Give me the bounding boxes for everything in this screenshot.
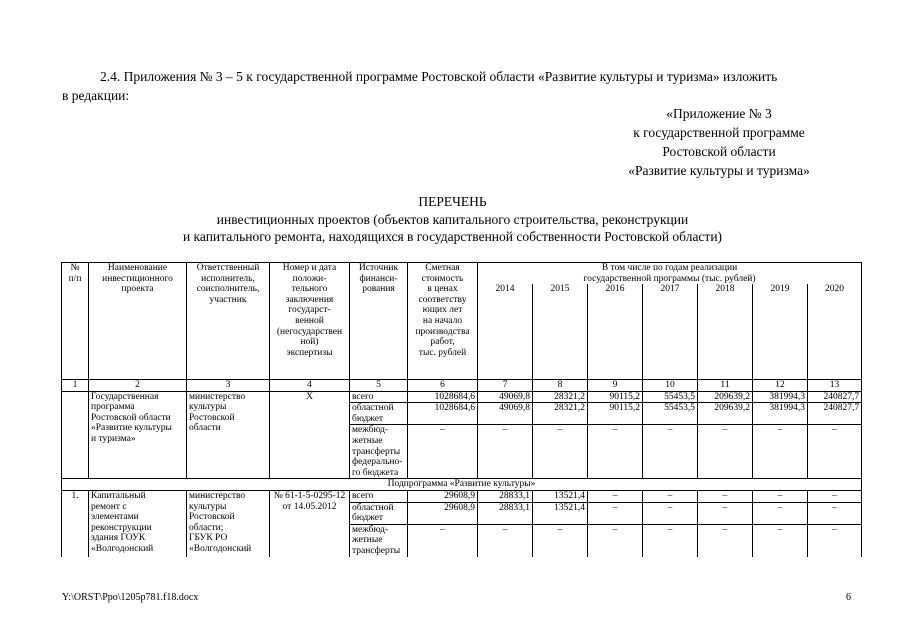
- appendix-line: Ростовской области: [662, 144, 776, 159]
- year-cell: –: [643, 425, 698, 479]
- project-no: 1.: [62, 491, 89, 557]
- cost-cell: 1028684,6: [408, 403, 478, 425]
- program-expertise: X: [270, 391, 350, 479]
- intro-line-1: 2.4. Приложения № 3 – 5 к государственной программе Ростовской области «Развитие культуры и туризма» изложить: [100, 69, 778, 84]
- year-cell: 28833,1: [478, 491, 533, 503]
- year-cell: 240827,7: [808, 403, 862, 425]
- column-number: 11: [698, 379, 753, 391]
- source-cell: областной бюджет: [350, 403, 408, 425]
- footer-page-number: 6: [846, 592, 851, 603]
- header-expertise: Номер и дата положи- тельного заключения государст- венной (негосударствен ной) экспертизы: [270, 263, 350, 380]
- column-number: 12: [753, 379, 808, 391]
- appendix-line: к государственной программе: [633, 125, 805, 140]
- title-line-1: инвестиционных проектов (объектов капитального строительства, реконструкции: [216, 211, 689, 227]
- title-line-2: и капитального ремонта, находящихся в государственной собственности Ростовской области): [182, 229, 723, 244]
- column-number: 13: [808, 379, 862, 391]
- appendix-line: «Приложение № 3: [666, 106, 772, 121]
- header-years-group: В том числе по годам реализации государственной программы (тыс. рублей): [478, 263, 862, 285]
- program-name: Государственная программа Ростовской области «Развитие культуры и туризма»: [89, 391, 187, 479]
- source-cell: межбюд- жетные трансферты: [350, 524, 408, 556]
- year-cell: 49069,8: [478, 391, 533, 403]
- header-source: Источник финанси- рования: [350, 263, 408, 380]
- cost-cell: 29608,9: [408, 502, 478, 524]
- cost-cell: 1028684,6: [408, 391, 478, 403]
- header-year: 2020: [808, 284, 862, 379]
- footer-file-path: Y:\ORST\Ppo\1205p781.f18.docx: [62, 592, 199, 603]
- header-year: 2017: [643, 284, 698, 379]
- year-cell: –: [643, 491, 698, 503]
- project-name: Капитальный ремонт с элементами реконструкции здания ГОУК «Волгодонский: [89, 491, 187, 557]
- column-number: 8: [533, 379, 588, 391]
- year-cell: –: [533, 524, 588, 556]
- year-cell: 209639,2: [698, 403, 753, 425]
- year-cell: 28833,1: [478, 502, 533, 524]
- year-cell: –: [478, 425, 533, 479]
- program-no: [62, 391, 89, 479]
- column-number: 6: [408, 379, 478, 391]
- cost-cell: –: [408, 524, 478, 556]
- year-cell: –: [698, 524, 753, 556]
- header-name: Наименование инвестиционного проекта: [89, 263, 187, 380]
- header-year: 2015: [533, 284, 588, 379]
- year-cell: –: [753, 425, 808, 479]
- year-cell: –: [753, 524, 808, 556]
- year-cell: –: [808, 524, 862, 556]
- column-number: 3: [187, 379, 270, 391]
- cost-cell: –: [408, 425, 478, 479]
- column-numbers-row: [62, 379, 862, 391]
- column-number: 7: [478, 379, 533, 391]
- header-no: № п/п: [62, 263, 89, 380]
- column-number: 9: [588, 379, 643, 391]
- year-cell: –: [478, 524, 533, 556]
- year-cell: –: [588, 425, 643, 479]
- intro-paragraph: [62, 68, 862, 105]
- column-number: 2: [89, 379, 187, 391]
- year-cell: 49069,8: [478, 403, 533, 425]
- column-number: 4: [270, 379, 350, 391]
- year-cell: –: [533, 425, 588, 479]
- year-cell: –: [808, 491, 862, 503]
- year-cell: 28321,2: [533, 391, 588, 403]
- column-number: 1: [62, 379, 89, 391]
- year-cell: –: [753, 502, 808, 524]
- year-cell: 90115,2: [588, 391, 643, 403]
- year-cell: 55453,5: [643, 403, 698, 425]
- year-cell: 13521,4: [533, 502, 588, 524]
- source-cell: всего: [350, 491, 408, 503]
- source-cell: областной бюджет: [350, 502, 408, 524]
- year-cell: 55453,5: [643, 391, 698, 403]
- year-cell: 13521,4: [533, 491, 588, 503]
- year-cell: –: [643, 524, 698, 556]
- year-cell: –: [698, 491, 753, 503]
- header-responsible: Ответственный исполнитель, соисполнитель, участник: [187, 263, 270, 380]
- appendix-line: «Развитие культуры и туризма»: [628, 163, 810, 178]
- header-year: 2016: [588, 284, 643, 379]
- year-cell: 240827,7: [808, 391, 862, 403]
- column-number: 10: [643, 379, 698, 391]
- year-cell: –: [753, 491, 808, 503]
- header-year: 2018: [698, 284, 753, 379]
- header-row: [62, 263, 862, 285]
- year-cell: 28321,2: [533, 403, 588, 425]
- year-cell: –: [808, 502, 862, 524]
- source-cell: всего: [350, 391, 408, 403]
- column-number: 5: [350, 379, 408, 391]
- year-cell: 90115,2: [588, 403, 643, 425]
- project-responsible: министерство культуры Ростовской области; ГБУК РО «Волгодонский: [187, 491, 270, 557]
- source-cell: межбюд- жетные трансферты федерально- го бюджета: [350, 425, 408, 479]
- year-cell: –: [588, 502, 643, 524]
- project-expertise: № 61-1-5-0295-12 от 14.05.2012: [270, 491, 350, 557]
- year-cell: –: [808, 425, 862, 479]
- subprogram-row: [62, 479, 862, 491]
- title-heading: ПЕРЕЧЕНЬ: [418, 194, 487, 209]
- investment-projects-table: [61, 262, 862, 557]
- year-cell: 209639,2: [698, 391, 753, 403]
- cost-cell: 29608,9: [408, 491, 478, 503]
- year-cell: –: [588, 524, 643, 556]
- intro-line-2: в редакции:: [62, 87, 130, 103]
- year-cell: –: [588, 491, 643, 503]
- table-row: [62, 491, 862, 503]
- header-year: 2014: [478, 284, 533, 379]
- subprogram-title: Подпрограмма «Развитие культуры»: [62, 479, 862, 491]
- year-cell: 381994,3: [753, 391, 808, 403]
- program-responsible: министерство культуры Ростовской области: [187, 391, 270, 479]
- header-year: 2019: [753, 284, 808, 379]
- year-cell: –: [698, 425, 753, 479]
- year-cell: –: [698, 502, 753, 524]
- year-cell: –: [643, 502, 698, 524]
- header-cost: Сметная стоимость в ценах соответству ющих лет на начало производства работ, тыс. рублей: [408, 263, 478, 380]
- year-cell: 381994,3: [753, 403, 808, 425]
- table-row: [62, 391, 862, 403]
- appendix-caption: [589, 104, 849, 180]
- document-title: [0, 193, 905, 246]
